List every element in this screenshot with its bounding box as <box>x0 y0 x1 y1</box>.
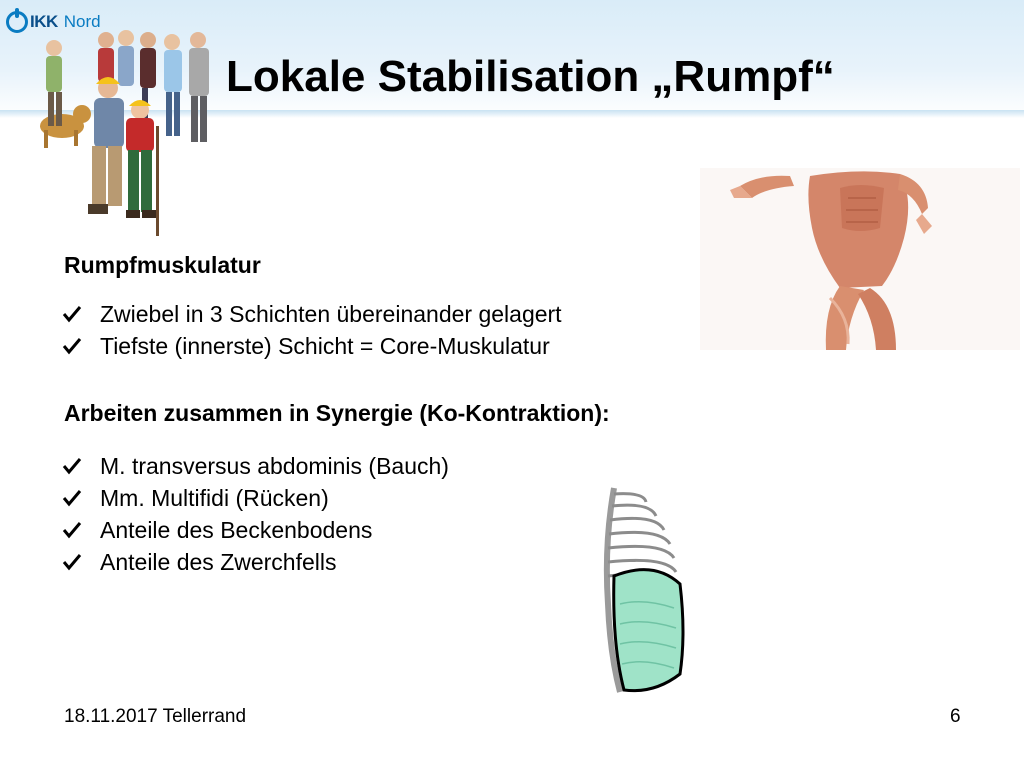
footer-date-presenter: 18.11.2017 Tellerrand <box>64 706 247 727</box>
rumpfmuskulatur-list <box>62 298 562 362</box>
page-title: Lokale Stabilisation „Rumpf“ <box>226 52 835 101</box>
checkmark-icon <box>62 305 100 323</box>
muscle-anatomy-illustration <box>700 168 1020 350</box>
section-heading-synergie: Arbeiten zusammen in Synergie (Ko-Kontraktion): <box>64 400 610 426</box>
ribcage-core-illustration <box>584 484 696 696</box>
list-item <box>62 546 449 578</box>
list-item <box>62 514 449 546</box>
section-heading-rumpfmuskulatur: Rumpfmuskulatur <box>64 252 261 278</box>
logo-region-text: Nord <box>63 12 101 31</box>
checkmark-icon <box>62 337 100 355</box>
list-item-text: Mm. Multifidi (Rücken) <box>100 485 329 511</box>
list-item-text: Tiefste (innerste) Schicht = Core-Muskulatur <box>100 333 550 359</box>
list-item <box>62 450 449 482</box>
checkmark-icon <box>62 553 100 571</box>
logo-brand-text: IKK <box>30 12 58 31</box>
list-item-text: M. transversus abdominis (Bauch) <box>100 453 449 479</box>
list-item-text: Zwiebel in 3 Schichten übereinander gelagert <box>100 301 562 327</box>
list-item <box>62 482 449 514</box>
checkmark-icon <box>62 457 100 475</box>
checkmark-icon <box>62 489 100 507</box>
list-item-text: Anteile des Beckenbodens <box>100 517 373 543</box>
footer-page-number: 6 <box>950 706 961 727</box>
checkmark-icon <box>62 521 100 539</box>
list-item <box>62 330 562 362</box>
list-item <box>62 298 562 330</box>
family-group-photo <box>22 26 222 246</box>
list-item-text: Anteile des Zwerchfells <box>100 549 337 575</box>
synergie-list <box>62 450 449 578</box>
